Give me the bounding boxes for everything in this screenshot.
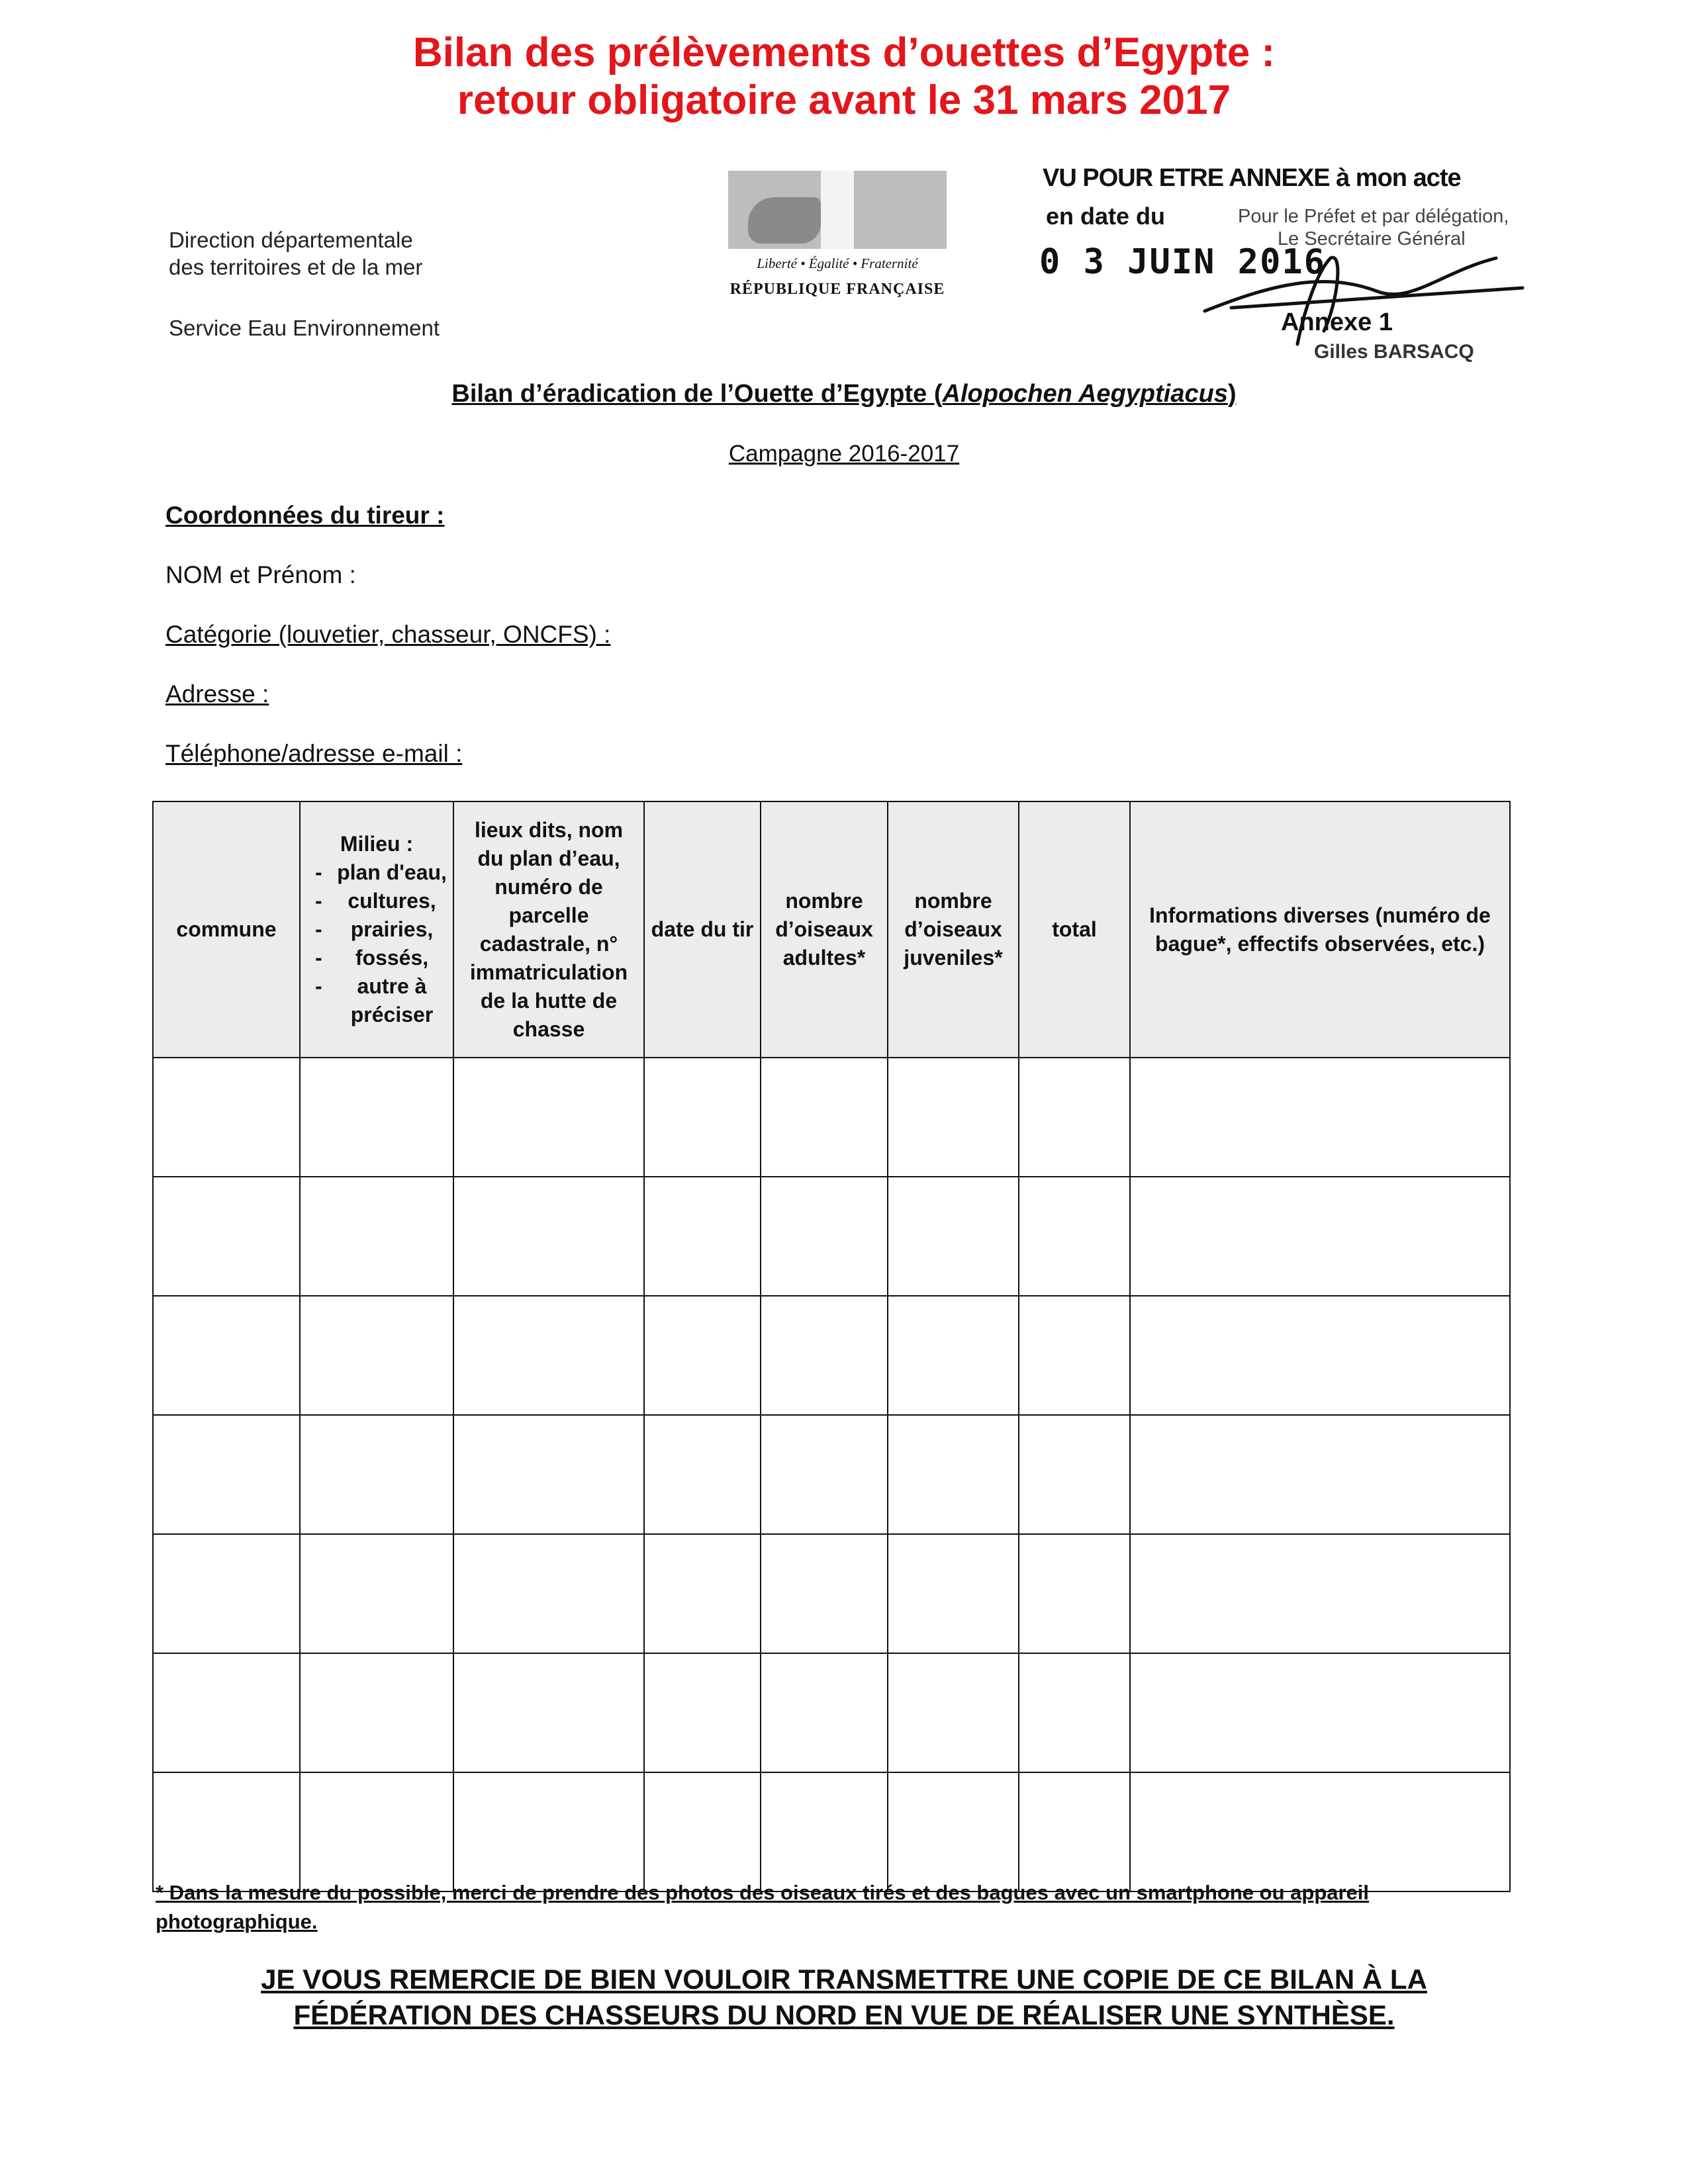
issuer-line1: Direction départementale — [169, 228, 413, 252]
col-adultes: nombre d’oiseaux adultes* — [761, 801, 888, 1058]
table-cell[interactable] — [888, 1296, 1019, 1415]
contact-field-label: Téléphone/adresse e-mail : — [165, 740, 463, 767]
name-field-label: NOM et Prénom : — [165, 561, 356, 588]
document-title-latin: Alopochen Aegyptiacus — [942, 380, 1228, 408]
table-cell[interactable] — [1019, 1415, 1130, 1534]
table-cell[interactable] — [1130, 1653, 1510, 1772]
table-cell[interactable] — [300, 1415, 453, 1534]
table-cell[interactable] — [888, 1534, 1019, 1653]
col-milieu-title: Milieu : — [340, 832, 414, 856]
table-cell[interactable] — [300, 1534, 453, 1653]
logo-republique: RÉPUBLIQUE FRANÇAISE — [729, 281, 945, 298]
table-cell[interactable] — [888, 1177, 1019, 1296]
harvest-table — [152, 801, 1511, 1892]
table-cell[interactable] — [1019, 1177, 1130, 1296]
marianne-logo — [728, 171, 947, 249]
list-item: - cultures, — [315, 887, 447, 915]
table-header-row — [153, 801, 1510, 1058]
table-cell[interactable] — [761, 1296, 888, 1415]
table-cell[interactable] — [453, 1415, 644, 1534]
table-row — [153, 1653, 1510, 1772]
table-cell[interactable] — [453, 1058, 644, 1177]
table-cell[interactable] — [153, 1772, 300, 1891]
list-item: - autre à préciser — [315, 972, 447, 1029]
campaign-label: Campagne 2016-2017 — [728, 441, 960, 467]
table-cell[interactable] — [453, 1296, 644, 1415]
table-cell[interactable] — [300, 1772, 453, 1891]
list-item: - fossés, — [315, 944, 447, 972]
service-name: Service Eau Environnement — [169, 316, 440, 340]
stamp-signer-line1: Pour le Préfet et par délégation, — [1238, 206, 1509, 227]
table-cell[interactable] — [1130, 1177, 1510, 1296]
table-cell[interactable] — [644, 1058, 761, 1177]
table-body — [153, 1058, 1510, 1891]
table-row — [153, 1415, 1510, 1534]
table-cell[interactable] — [153, 1177, 300, 1296]
table-row — [153, 1772, 1510, 1891]
table-row — [153, 1534, 1510, 1653]
table-cell[interactable] — [888, 1058, 1019, 1177]
table-cell[interactable] — [644, 1296, 761, 1415]
table-cell[interactable] — [644, 1177, 761, 1296]
stamp-date-label: en date du — [1046, 203, 1166, 230]
page-title-line2: retour obligatoire avant le 31 mars 2017 — [457, 77, 1231, 123]
table-cell[interactable] — [644, 1772, 761, 1891]
table-cell[interactable] — [1130, 1772, 1510, 1891]
table-cell[interactable] — [153, 1534, 300, 1653]
table-cell[interactable] — [153, 1058, 300, 1177]
issuer-line2: des territoires et de la mer — [169, 255, 423, 279]
table-cell[interactable] — [1019, 1296, 1130, 1415]
document-title-prefix: Bilan d’éradication de l’Ouette d’Egypte ( — [451, 380, 943, 408]
col-juveniles: nombre d’oiseaux juveniles* — [888, 801, 1019, 1058]
col-total: total — [1019, 801, 1130, 1058]
table-cell[interactable] — [1019, 1772, 1130, 1891]
closing-line1: JE VOUS REMERCIE DE BIEN VOULOIR TRANSMETTRE UNE COPIE DE CE BILAN À LA — [261, 1964, 1427, 1995]
list-item: - prairies, — [315, 915, 447, 944]
table-cell[interactable] — [1130, 1296, 1510, 1415]
table-cell[interactable] — [1019, 1534, 1130, 1653]
table-cell[interactable] — [153, 1653, 300, 1772]
footnote: * Dans la mesure du possible, merci de prendre des photos des oiseaux tirés et des bagues avec un smartphone ou appareil photographique. — [156, 1881, 1370, 1933]
col-milieu — [300, 801, 453, 1058]
table-cell[interactable] — [300, 1653, 453, 1772]
col-commune: commune — [153, 801, 300, 1058]
table-cell[interactable] — [453, 1653, 644, 1772]
stamp-vu-line: VU POUR ETRE ANNEXE à mon acte — [1043, 164, 1461, 192]
col-lieux: lieux dits, nom du plan d’eau, numéro de parcelle cadastrale, n° immatriculation de la hutte de chasse — [453, 801, 644, 1058]
document-title-suffix: ) — [1227, 380, 1237, 408]
table-cell[interactable] — [761, 1653, 888, 1772]
table-cell[interactable] — [1130, 1534, 1510, 1653]
closing-notice — [199, 1962, 1489, 2033]
col-date: date du tir — [644, 801, 761, 1058]
table-cell[interactable] — [761, 1534, 888, 1653]
table-cell[interactable] — [888, 1772, 1019, 1891]
marianne-profile-icon — [748, 197, 821, 244]
table-cell[interactable] — [300, 1058, 453, 1177]
table-cell[interactable] — [453, 1772, 644, 1891]
shooter-heading: Coordonnées du tireur : — [165, 502, 445, 529]
table-cell[interactable] — [761, 1058, 888, 1177]
document-title — [0, 380, 1688, 408]
issuer-block — [169, 226, 422, 281]
stamp-signer-line2: Le Secrétaire Général — [1278, 228, 1466, 250]
table-cell[interactable] — [888, 1415, 1019, 1534]
table-row — [153, 1058, 1510, 1177]
table-cell[interactable] — [1019, 1058, 1130, 1177]
page-title-line1: Bilan des prélèvements d’ouettes d’Egypte : — [412, 30, 1276, 75]
closing-line2: FÉDÉRATION DES CHASSEURS DU NORD EN VUE DE RÉALISER UNE SYNTHÈSE. — [293, 1999, 1395, 2030]
table-cell[interactable] — [300, 1296, 453, 1415]
table-cell[interactable] — [761, 1415, 888, 1534]
table-cell[interactable] — [761, 1177, 888, 1296]
list-item: - plan d'eau, — [315, 858, 447, 887]
signer-name: Gilles BARSACQ — [1314, 341, 1474, 363]
table-row — [153, 1296, 1510, 1415]
table-cell[interactable] — [644, 1653, 761, 1772]
category-field-label: Catégorie (louvetier, chasseur, ONCFS) : — [165, 621, 611, 648]
table-cell[interactable] — [1130, 1415, 1510, 1534]
col-infos: Informations diverses (numéro de bague*, effectifs observées, etc.) — [1130, 801, 1510, 1058]
table-cell[interactable] — [453, 1177, 644, 1296]
table-cell[interactable] — [644, 1415, 761, 1534]
table-cell[interactable] — [1130, 1058, 1510, 1177]
table-cell[interactable] — [761, 1772, 888, 1891]
table-cell[interactable] — [153, 1296, 300, 1415]
table-cell[interactable] — [300, 1177, 453, 1296]
table-cell[interactable] — [644, 1534, 761, 1653]
table-cell[interactable] — [888, 1653, 1019, 1772]
table-cell[interactable] — [153, 1415, 300, 1534]
table-cell[interactable] — [1019, 1653, 1130, 1772]
annexe-label: Annexe 1 — [1281, 308, 1393, 336]
address-field-label: Adresse : — [165, 680, 269, 707]
milieu-list — [306, 858, 447, 1029]
table-cell[interactable] — [453, 1534, 644, 1653]
stamp-date: 0 3 JUIN 2016 — [1039, 242, 1326, 282]
logo-white-band — [821, 171, 854, 249]
table-row — [153, 1177, 1510, 1296]
logo-motto: Liberté • Égalité • Fraternité — [757, 255, 918, 271]
